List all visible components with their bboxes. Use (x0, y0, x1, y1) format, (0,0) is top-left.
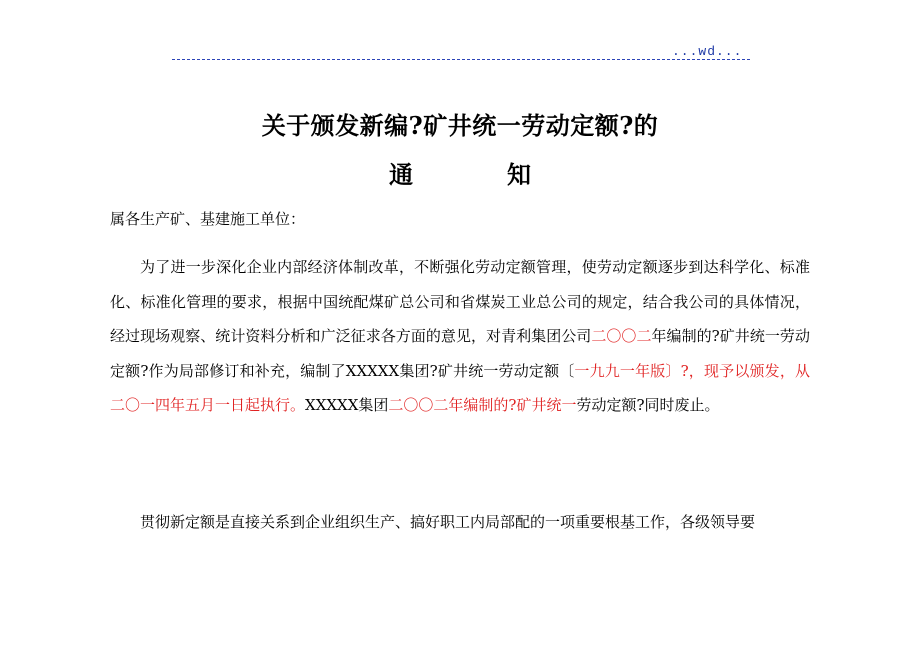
paragraph1-text-a: 为了进一步深化企业内部经济体制改革，不断强化劳动定额管理，使劳动定额逐步到达科学化、标准化、标准化管理的要求，根据中国统配煤矿总公司和省煤炭工业总公司的规定，结合我公司的具体情况，经过现场观察、统计资料分析和广泛征求各方面的意见，对青利集团公司 (110, 258, 810, 346)
paragraph1-highlight-superseded: 二〇〇二年编制的?矿井统一 (388, 396, 577, 415)
header-divider (172, 59, 750, 60)
subtitle-left: 通 (389, 160, 413, 189)
paragraph1-highlight-effective: 一九九一年版〕?，现予以颁发，从二〇一四年五月一日起执行。 (110, 361, 810, 415)
paragraph1-text-b: 年编制的?矿井统一劳动定额?作为局部修订和补充，编制了XXXXX集团?矿井统一劳动定额〔 (110, 327, 810, 380)
paragraph1-highlight-year: 二〇〇二 (591, 327, 652, 346)
body-paragraph-2: 贯彻新定额是直接关系到企业组织生产、搞好职工内局部配的一项重要根基工作，各级领导要 (140, 513, 756, 531)
addressee-line: 属各生产矿、基建施工单位： (110, 210, 306, 228)
document-title: 关于颁发新编?矿井统一劳动定额?的 (261, 111, 659, 140)
paragraph1-text-c: XXXXX集团 (305, 396, 389, 415)
document-subtitle (0, 155, 920, 190)
header-mark: ...wd... (672, 44, 743, 59)
paragraph1-text-d: 劳动定额?同时废止。 (576, 396, 720, 415)
subtitle-right: 知 (507, 160, 531, 189)
body-paragraph-1 (110, 250, 810, 423)
